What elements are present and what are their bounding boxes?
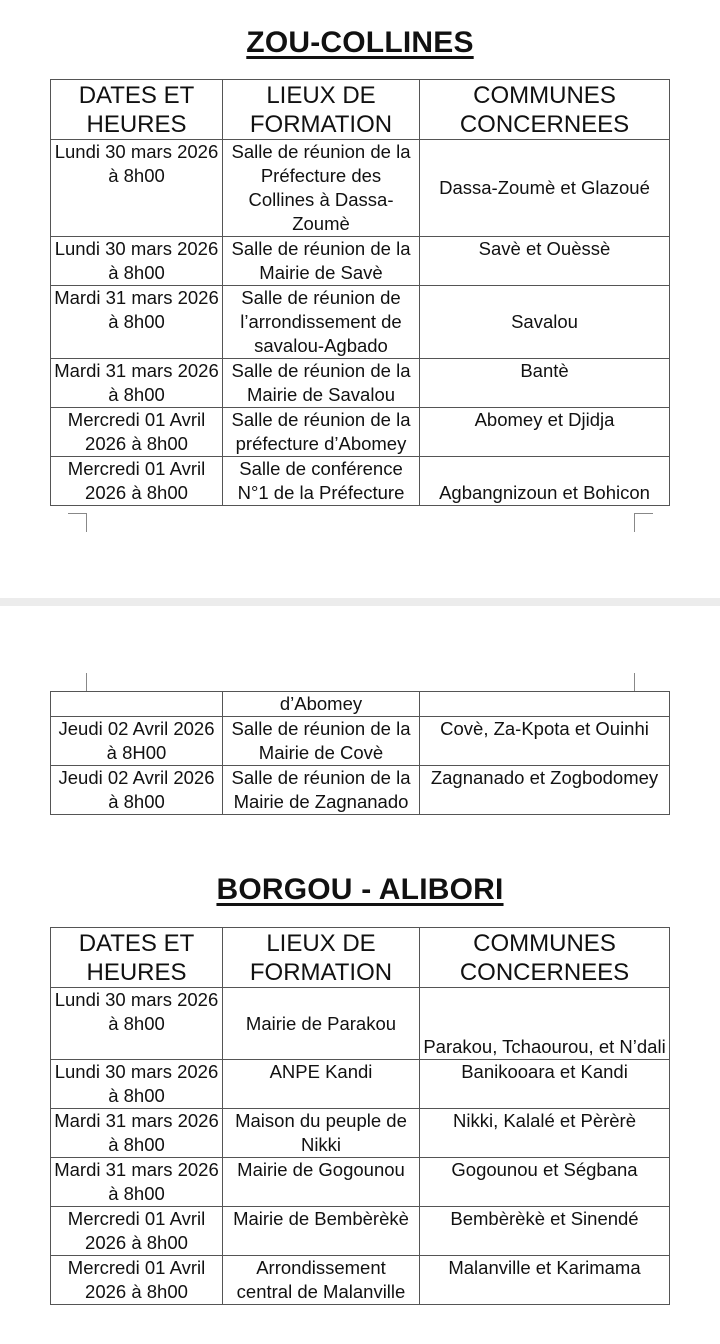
header-dates: DATES ET HEURES (51, 80, 223, 140)
cell-lieu: Maison du peuple de Nikki (223, 1109, 420, 1158)
table-row (51, 457, 670, 506)
table-header-row (51, 928, 670, 988)
table-row (51, 359, 670, 408)
cell-communes: Covè, Za-Kpota et Ouinhi (420, 717, 670, 766)
table-row (51, 1256, 670, 1305)
cell-communes: Savè et Ouèssè (420, 237, 670, 286)
cell-lieu: Salle de réunion de l’arrondissement de savalou-Agbado (223, 286, 420, 359)
header-communes: COMMUNES CONCERNEES (420, 928, 670, 988)
cell-date: Mercredi 01 Avril 2026 à 8h00 (51, 457, 223, 506)
crop-mark (634, 513, 653, 532)
cell-date: Jeudi 02 Avril 2026 à 8h00 (51, 766, 223, 815)
cell-communes: Bembèrèkè et Sinendé (420, 1207, 670, 1256)
cell-date (51, 692, 223, 717)
header-communes: COMMUNES CONCERNEES (420, 80, 670, 140)
cell-communes: Abomey et Djidja (420, 408, 670, 457)
table-row (51, 1207, 670, 1256)
table-row (51, 1158, 670, 1207)
cell-communes: Gogounou et Ségbana (420, 1158, 670, 1207)
cell-date: Mardi 31 mars 2026 à 8h00 (51, 1109, 223, 1158)
cell-lieu: Mairie de Gogounou (223, 1158, 420, 1207)
cell-lieu: Salle de réunion de la préfecture d’Abomey (223, 408, 420, 457)
table-row (51, 1109, 670, 1158)
header-lieux: LIEUX DE FORMATION (223, 80, 420, 140)
cell-date: Jeudi 02 Avril 2026 à 8H00 (51, 717, 223, 766)
cell-lieu: Arrondissement central de Malanville (223, 1256, 420, 1305)
schedule-table-zou-collines-continued (50, 691, 670, 815)
section-title-zou-collines: ZOU-COLLINES (246, 26, 474, 59)
cell-date: Mercredi 01 Avril 2026 à 8h00 (51, 1207, 223, 1256)
table-row (51, 766, 670, 815)
cell-date: Mardi 31 mars 2026 à 8h00 (51, 359, 223, 408)
table-row (51, 692, 670, 717)
table-row (51, 237, 670, 286)
crop-mark (68, 513, 87, 532)
cell-date: Lundi 30 mars 2026 à 8h00 (51, 1060, 223, 1109)
cell-communes: Zagnanado et Zogbodomey (420, 766, 670, 815)
cell-communes: Parakou, Tchaourou, et N’dali (420, 988, 670, 1060)
table-row (51, 1060, 670, 1109)
cell-communes: Dassa-Zoumè et Glazoué (420, 140, 670, 237)
cell-lieu: ANPE Kandi (223, 1060, 420, 1109)
cell-lieu: Salle de réunion de la Mairie de Savè (223, 237, 420, 286)
table-header-row (51, 80, 670, 140)
cell-date: Lundi 30 mars 2026 à 8h00 (51, 237, 223, 286)
cell-lieu: Mairie de Bembèrèkè (223, 1207, 420, 1256)
cell-communes: Malanville et Karimama (420, 1256, 670, 1305)
cell-lieu: Salle de réunion de la Préfecture des Collines à Dassa-Zoumè (223, 140, 420, 237)
crop-mark (68, 673, 87, 692)
table-row (51, 717, 670, 766)
section-title-borgou-alibori: BORGOU - ALIBORI (216, 873, 504, 906)
cell-communes: Savalou (420, 286, 670, 359)
cell-date: Mercredi 01 Avril 2026 à 8h00 (51, 1256, 223, 1305)
cell-date: Mardi 31 mars 2026 à 8h00 (51, 1158, 223, 1207)
cell-lieu: Salle de réunion de la Mairie de Zagnanado (223, 766, 420, 815)
cell-lieu: Mairie de Parakou (223, 988, 420, 1060)
table-row (51, 408, 670, 457)
cell-lieu: Salle de réunion de la Mairie de Savalou (223, 359, 420, 408)
cell-communes: Bantè (420, 359, 670, 408)
cell-communes: Banikooara et Kandi (420, 1060, 670, 1109)
cell-communes (420, 692, 670, 717)
cell-date: Mercredi 01 Avril 2026 à 8h00 (51, 408, 223, 457)
header-lieux: LIEUX DE FORMATION (223, 928, 420, 988)
crop-mark (634, 673, 653, 692)
cell-communes: Nikki, Kalalé et Pèrèrè (420, 1109, 670, 1158)
cell-date: Mardi 31 mars 2026 à 8h00 (51, 286, 223, 359)
cell-lieu: Salle de conférence N°1 de la Préfecture (223, 457, 420, 506)
schedule-table-borgou-alibori (50, 927, 670, 1305)
page-break (0, 598, 720, 606)
cell-date: Lundi 30 mars 2026 à 8h00 (51, 140, 223, 237)
cell-lieu: d’Abomey (223, 692, 420, 717)
table-row (51, 286, 670, 359)
table-row (51, 988, 670, 1060)
schedule-table-zou-collines (50, 79, 670, 506)
cell-lieu: Salle de réunion de la Mairie de Covè (223, 717, 420, 766)
cell-date: Lundi 30 mars 2026 à 8h00 (51, 988, 223, 1060)
cell-communes: Agbangnizoun et Bohicon (420, 457, 670, 506)
table-row (51, 140, 670, 237)
header-dates: DATES ET HEURES (51, 928, 223, 988)
